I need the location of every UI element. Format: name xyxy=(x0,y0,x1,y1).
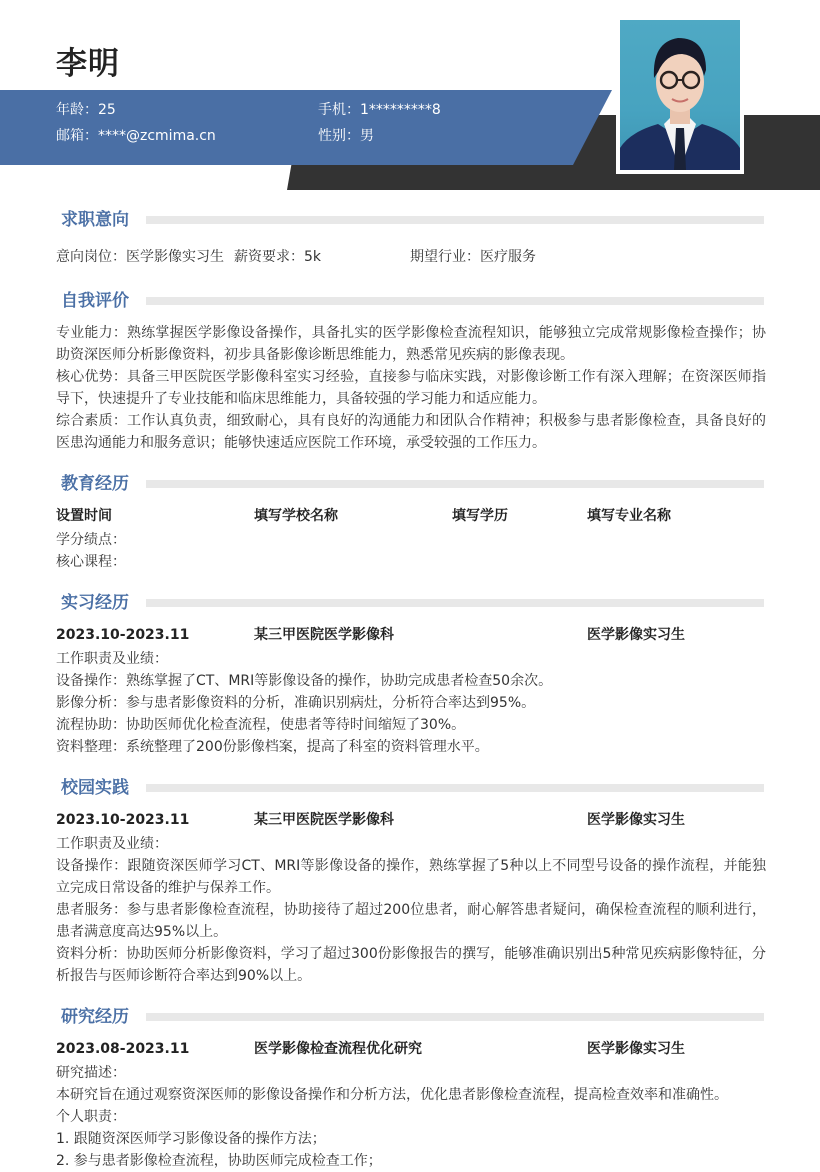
section-divider-bar xyxy=(146,784,764,792)
section-divider-bar xyxy=(146,216,764,224)
phone-field: 手机：1*********8 xyxy=(318,102,441,118)
education-school: 填写学校名称 xyxy=(254,508,338,524)
education-major: 填写专业名称 xyxy=(587,508,671,524)
section-header-education xyxy=(56,471,764,497)
internship-label: 工作职责及业绩： xyxy=(56,651,168,667)
section-title: 教育经历 xyxy=(61,474,129,494)
intent-salary: 薪资要求：5k xyxy=(234,249,322,265)
section-title: 研究经历 xyxy=(61,1007,129,1027)
research-project: 医学影像检查流程优化研究 xyxy=(254,1041,422,1057)
internship-role: 医学影像实习生 xyxy=(587,627,685,643)
section-header-intent xyxy=(56,207,764,233)
campus-item: 资料分析：协助医师分析影像资料，学习了超过300份影像报告的撰写，能够准确识别出5种常见疾病影像特征，分析报告与医师诊断符合率达到90%以上。 xyxy=(56,946,766,984)
section-divider-bar xyxy=(146,297,764,305)
person-portrait-icon xyxy=(620,20,740,170)
age-field: 年龄：25 xyxy=(56,102,116,118)
research-desc: 本研究旨在通过观察资深医师的影像设备操作和分析方法，优化患者影像检查流程，提高检查效率和准确性。 xyxy=(56,1087,728,1103)
section-divider-bar xyxy=(146,480,764,488)
internship-item: 影像分析：参与患者影像资料的分析，准确识别病灶，分析符合率达到95%。 xyxy=(56,695,536,711)
email-field: 邮箱：****@zcmima.cn xyxy=(56,128,216,144)
internship-row xyxy=(56,624,766,646)
internship-org: 某三甲医院医学影像科 xyxy=(254,627,394,643)
education-row xyxy=(56,505,766,527)
self-eval-paragraph: 专业能力：熟练掌握医学影像设备操作，具备扎实的医学影像检查流程知识，能够独立完成常规影像检查操作；协助资深医师分析影像资料，初步具备影像诊断思维能力，熟悉常见疾病的影像表现。 xyxy=(56,325,766,363)
internship-time: 2023.10-2023.11 xyxy=(56,627,190,643)
candidate-name: 李明 xyxy=(56,46,120,82)
campus-org: 某三甲医院医学影像科 xyxy=(254,812,394,828)
self-eval-paragraph: 核心优势：具备三甲医院医学影像科室实习经验，直接参与临床实践，对影像诊断工作有深入理解；在资深医师指导下，快速提升了专业技能和临床思维能力，具备较强的学习能力和适应能力。 xyxy=(56,369,766,407)
campus-item: 患者服务：参与患者影像检查流程，协助接待了超过200位患者，耐心解答患者疑问，确保检查流程的顺利进行，患者满意度高达95%以上。 xyxy=(56,902,766,940)
campus-label: 工作职责及业绩： xyxy=(56,836,168,852)
section-title: 实习经历 xyxy=(61,593,129,613)
section-divider-bar xyxy=(146,1013,764,1021)
research-desc-label: 研究描述： xyxy=(56,1065,126,1081)
resume-header xyxy=(0,0,820,195)
research-duty: 1. 跟随资深医师学习影像设备的操作方法； xyxy=(56,1131,326,1147)
section-header-internship xyxy=(56,590,764,616)
section-header-campus xyxy=(56,775,764,801)
section-header-research xyxy=(56,1004,764,1030)
education-gpa: 学分绩点： xyxy=(56,532,126,548)
campus-time: 2023.10-2023.11 xyxy=(56,812,190,828)
intent-row xyxy=(56,246,766,268)
intent-position: 意向岗位：医学影像实习生 xyxy=(56,249,224,265)
research-role: 医学影像实习生 xyxy=(587,1041,685,1057)
intent-industry: 期望行业：医疗服务 xyxy=(410,249,536,265)
research-duty-label: 个人职责： xyxy=(56,1109,126,1125)
section-divider-bar xyxy=(146,599,764,607)
education-degree: 填写学历 xyxy=(452,508,508,524)
campus-role: 医学影像实习生 xyxy=(587,812,685,828)
self-eval-paragraph: 综合素质：工作认真负责，细致耐心，具有良好的沟通能力和团队合作精神；积极参与患者影像检查，具备良好的医患沟通能力和服务意识；能够快速适应医院工作环境，承受较强的工作压力。 xyxy=(56,413,766,451)
education-courses: 核心课程： xyxy=(56,554,126,570)
section-title: 求职意向 xyxy=(61,210,129,230)
section-title: 自我评价 xyxy=(61,291,129,311)
section-title: 校园实践 xyxy=(61,778,129,798)
section-header-self-eval xyxy=(56,288,764,314)
internship-item: 资料整理：系统整理了200份影像档案，提高了科室的资料管理水平。 xyxy=(56,739,489,755)
gender-field: 性别：男 xyxy=(318,128,374,144)
research-duty: 2. 参与患者影像检查流程，协助医师完成检查工作； xyxy=(56,1153,382,1169)
research-row xyxy=(56,1038,766,1060)
education-time: 设置时间 xyxy=(56,508,112,524)
research-time: 2023.08-2023.11 xyxy=(56,1041,190,1057)
campus-row xyxy=(56,809,766,831)
internship-item: 设备操作：熟练掌握了CT、MRI等影像设备的操作，协助完成患者检查50余次。 xyxy=(56,673,553,689)
profile-photo xyxy=(620,20,740,170)
internship-item: 流程协助：协助医师优化检查流程，使患者等待时间缩短了30%。 xyxy=(56,717,466,733)
campus-item: 设备操作：跟随资深医师学习CT、MRI等影像设备的操作，熟练掌握了5种以上不同型号设备的操作流程，并能独立完成日常设备的维护与保养工作。 xyxy=(56,858,766,896)
profile-photo-frame xyxy=(616,16,744,174)
